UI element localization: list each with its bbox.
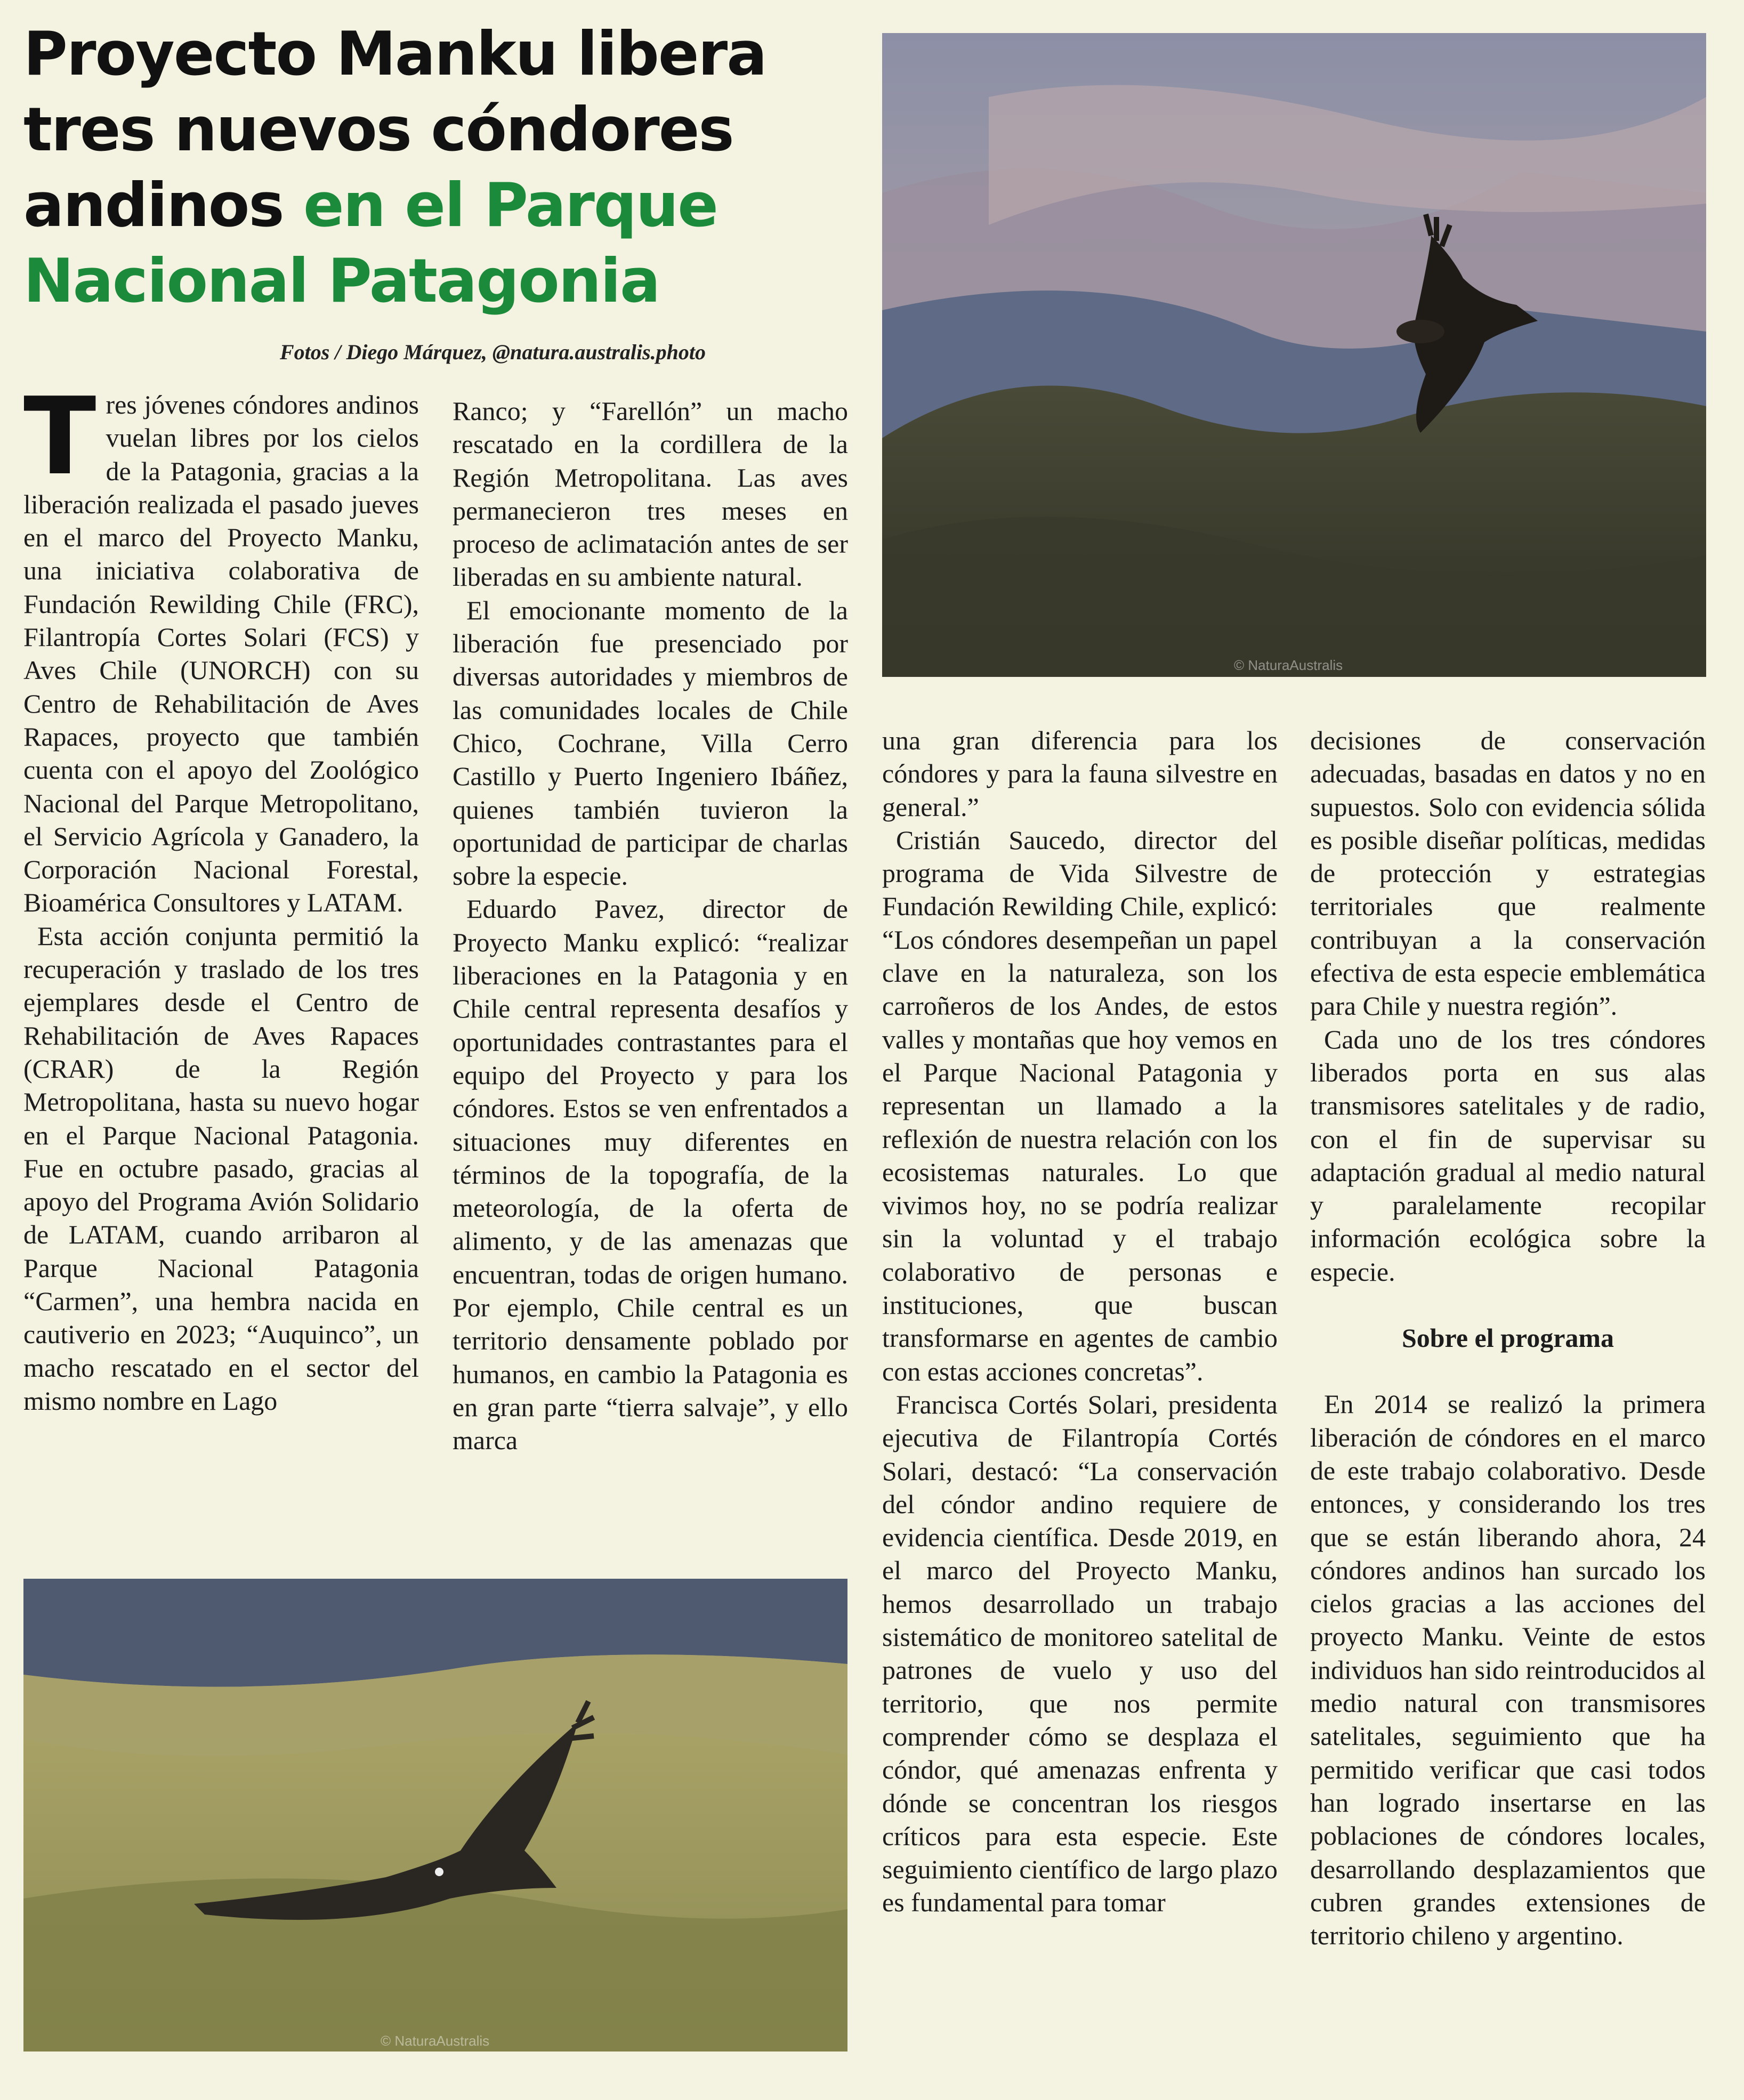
paragraph-1-text: res jóvenes cóndores andinos vuelan libres por los cielos de la Patagonia, gracias a la liberación realizada el pasado jueves en el marco del Proyecto Manku, una iniciativa colaborativa de Fundación Rewilding Chile (FRC), Filantropía Cortes Solari (FCS) y Aves Chile (UNORCH) con su Centro de Rehabilitación de Aves Rapaces, proyecto que también cuenta con el apoyo del Zoológico Nacional del Parque Metropolitano, el Servicio Agrícola y Ganadero, la Corporación Nacional Forestal, Bioamérica Consultores y LATAM. bbox=[23, 390, 419, 918]
headline bbox=[23, 16, 855, 319]
headline-part2: en el Parque Nacional Patagonia bbox=[23, 170, 717, 316]
condor-mountains-image bbox=[882, 33, 1706, 677]
headline-part1: Proyecto Manku libera tres nuevos cóndores andinos bbox=[23, 19, 766, 240]
photo-condor-grassland bbox=[23, 1579, 847, 2051]
paragraph-7: Cristián Saucedo, director del programa de Vida Silvestre de Fundación Rewilding Chile, explicó: “Los cóndores desempeñan un papel clave en la naturaleza, son los carroñeros de los Andes, de estos valles y montañas que hoy vemos en el Parque Nacional Patagonia y representan un llamado a la reflexión de nuestra relación con los ecosistemas naturales. Lo que vivimos hoy, no se podría realizar sin la voluntad y el trabajo colaborativo de personas e instituciones, que buscan transformarse en agentes de cambio con estas acciones concretas”. bbox=[882, 825, 1278, 1386]
paragraph-1 bbox=[23, 375, 419, 919]
paragraph-9: decisiones de conservación adecuadas, basadas en datos y no en supuestos. Solo con evidencia sólida es posible diseñar políticas, medidas de protección y estrategias territoriales que realmente contribuyan a la conservación efectiva de esta especie emblemática para Chile y nuestra región”. bbox=[1310, 725, 1706, 1021]
article-column-4 bbox=[1310, 724, 1706, 1952]
article-column-1 bbox=[23, 375, 419, 1417]
paragraph-8: Francisca Cortés Solari, presidenta ejecutiva de Filantropía Cortés Solari, destacó: “La conservación del cóndor andino requiere de evidencia científica. Desde 2019, en el marco del Proyecto Manku, hemos desarrollado un trabajo sistemático de monitoreo satelital de patrones de vuelo y uso del territorio, que nos permite comprender cómo se desplaza el cóndor, qué amenazas enfrenta y dónde se concentran los riesgos críticos para esta especie. Este seguimiento científico de largo plazo es fundamental para tomar bbox=[882, 1389, 1278, 1918]
condor-grassland-image bbox=[23, 1579, 847, 2051]
paragraph-6: una gran diferencia para los cóndores y para la fauna silvestre en general.” bbox=[882, 725, 1278, 822]
article-column-2 bbox=[453, 394, 848, 1457]
paragraph-11: En 2014 se realizó la primera liberación de cóndores en el marco de este trabajo colaborativo. Desde entonces, y considerando los tres que se están liberando ahora, 24 cóndores andinos han surcado los cielos gracias a las acciones del proyecto Manku. Veinte de estos individuos han sido reintroducidos al medio natural con transmisores satelitales, seguimiento que ha permitido verificar que casi todos han logrado insertarse en las poblaciones de cóndores locales, desarrollando desplazamientos que cubren grandes extensiones de territorio chileno y argentino. bbox=[1310, 1389, 1706, 1951]
spacer bbox=[1310, 1354, 1706, 1387]
photo-credit: Fotos / Diego Márquez, @natura.australis.photo bbox=[279, 340, 706, 364]
photo-condor-mountains bbox=[882, 33, 1706, 677]
dropcap: T bbox=[23, 375, 96, 499]
top-photo-watermark: © NaturaAustralis bbox=[1234, 657, 1343, 673]
paragraph-3: Ranco; y “Farellón” un macho rescatado en la cordillera de la Región Metropolitana. Las aves permanecieron tres meses en proceso de aclimatación antes de ser liberadas en su ambiente natural. bbox=[453, 396, 848, 592]
subhead-sobre-el-programa: Sobre el programa bbox=[1401, 1323, 1614, 1353]
article-column-3 bbox=[882, 724, 1278, 1919]
paragraph-5: Eduardo Pavez, director de Proyecto Manku explicó: “realizar liberaciones en la Patagonia y en Chile central representa desafíos y oportunidades contrastantes para el equipo del Proyecto y para los cóndores. Estos se ven enfrentados a situaciones muy diferentes en términos de la topografía, de la meteorología, de la oferta de alimento, y de las amenazas que encuentran, todas de origen humano. Por ejemplo, Chile central es un territorio densamente poblado por humanos, en cambio la Patagonia es en gran parte “tierra salvaje”, y ello marca bbox=[453, 894, 848, 1456]
paragraph-10: Cada uno de los tres cóndores liberados porta en sus alas transmisores satelitales y de radio, con el fin de supervisar su adaptación gradual al medio natural y paralelamente recopilar información ecológica sobre la especie. bbox=[1310, 1024, 1706, 1287]
paragraph-2: Esta acción conjunta permitió la recuperación y traslado de los tres ejemplares desde el Centro de Rehabilitación de Aves Rapaces (CRAR) de la Región Metropolitana, hasta su nuevo hogar en el Parque Nacional Patagonia. Fue en octubre pasado, gracias al apoyo del Programa Avión Solidario de LATAM, cuando arribaron al Parque Nacional Patagonia “Carmen”, una hembra nacida en cautiverio en 2023; “Auquinco”, un macho rescatado en el sector del mismo nombre en Lago bbox=[23, 920, 419, 1416]
bottom-photo-watermark: © NaturaAustralis bbox=[381, 2033, 490, 2049]
paragraph-4: El emocionante momento de la liberación fue presenciado por diversas autoridades y miembros de las comunidades locales de Chile Chico, Cochrane, Villa Cerro Castillo y Puerto Ingeniero Ibáñez, quienes también tuvieron la oportunidad de participar de charlas sobre la especie. bbox=[453, 595, 848, 891]
spacer bbox=[1310, 1288, 1706, 1321]
